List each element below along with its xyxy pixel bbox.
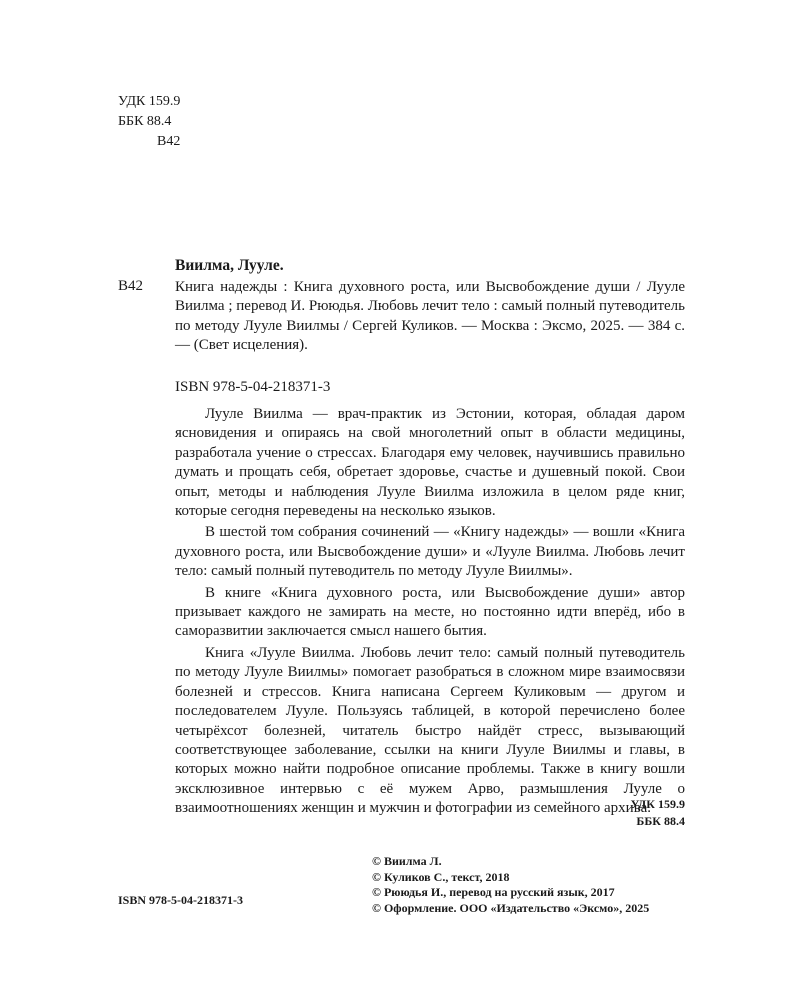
annotation-paragraph: В книге «Книга духовного роста, или Высвобождение души» автор призывает каждого не замирать на месте, но постоянно идти вперёд, ибо в саморазвитии заключается смысл нашего бытия. xyxy=(175,584,685,640)
bbk-code-bottom: ББК 88.4 xyxy=(636,814,685,828)
classification-codes-bottom xyxy=(630,796,685,830)
annotation-paragraph: В шестой том собрания сочинений — «Книгу надежды» — вошли «Книга духовного роста, или Высвобождение души» и «Лууле Виилма. Любовь лечит тело: самый полный путеводитель по методу Лууле Виилмы». xyxy=(175,524,685,580)
copyright-line: © Оформление. ООО «Издательство «Эксмо», 2025 xyxy=(372,900,650,915)
isbn-bottom: ISBN 978-5-04-218371-3 xyxy=(118,893,243,907)
author-mark: В42 xyxy=(157,134,181,149)
copyright-block xyxy=(372,854,649,916)
copyright-line: © Куликов С., текст, 2018 xyxy=(372,869,510,884)
copyright-line: © Виилма Л. xyxy=(372,854,442,868)
record-catalog-code: В42 xyxy=(118,278,144,294)
record-description: Книга надежды : Книга духовного роста, или Высвобождение души / Лууле Виилма ; перевод И. Рююдья. Любовь лечит тело : самый полный путеводитель по методу Лууле Виилмы / Сергей Куликов. — Москва : Эксмо, 2025. — 384 с. — (Свет исцеления). xyxy=(175,279,685,354)
copyright-line: © Рююдья И., перевод на русский язык, 2017 xyxy=(372,885,615,899)
record-author: Виилма, Лууле. xyxy=(175,257,284,274)
classification-codes xyxy=(118,92,180,152)
udk-code: УДК 159.9 xyxy=(118,94,181,109)
annotation xyxy=(175,405,685,821)
record-isbn: ISBN 978-5-04-218371-3 xyxy=(175,379,331,395)
udk-code-bottom: УДК 159.9 xyxy=(630,797,685,811)
bbk-code: ББК 88.4 xyxy=(118,114,172,129)
annotation-paragraph: Книга «Лууле Виилма. Любовь лечит тело: самый полный путеводитель по методу Лууле Виилмы» помогает разобраться в сложном мире взаимосвязи болезней и стрессов. Книга написана Сергеем Куликовым — другом и последователем Лууле. Пользуясь таблицей, в которой перечислено более четырёхсот болезней, читатель быстро найдёт стресс, вызывающий соответствующее заболевание, ссылки на книги Лууле Виилмы и главы, в которых можно найти подробное описание проблемы. Также в книгу вошли эксклюзивное интервью с её мужем Арво, размышления Лууле о взаимоотношениях женщин и мужчин и фотографии из семейного архива. xyxy=(175,644,685,817)
annotation-paragraph: Лууле Виилма — врач-практик из Эстонии, которая, обладая даром ясновидения и опираясь на свой многолетний опыт в области медицины, разработала учение о стрессах. Благодаря ему человек, научившись правильно думать и прощать себя, обретает здоровье, счастье и душевный покой. Свои опыт, методы и наблюдения Лууле Виилма изложила в целом ряде книг, которые сегодня переведены на несколько языков. xyxy=(175,406,685,520)
